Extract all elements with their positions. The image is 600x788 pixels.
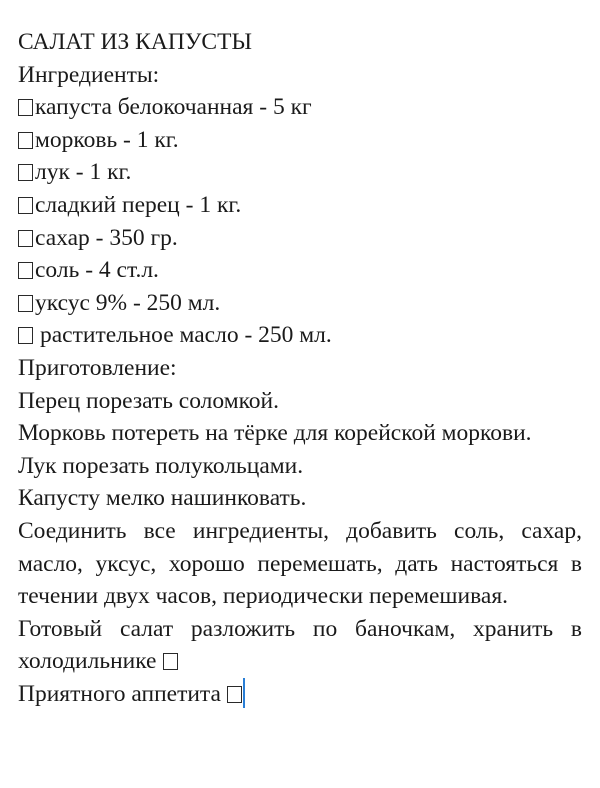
checkbox-icon bbox=[163, 653, 178, 670]
checkbox-icon bbox=[18, 197, 33, 214]
ingredient-item bbox=[18, 124, 582, 157]
ingredient-text: сахар - 350 гр. bbox=[35, 224, 178, 251]
ingredient-text: морковь - 1 кг. bbox=[35, 126, 179, 153]
ingredient-text: растительное масло - 250 мл. bbox=[40, 322, 332, 349]
step-paragraph-last bbox=[18, 613, 582, 678]
closing-text: Приятного аппетита bbox=[18, 680, 221, 707]
checkbox-icon bbox=[18, 132, 33, 149]
checkbox-icon bbox=[18, 295, 33, 312]
checkbox-icon bbox=[18, 262, 33, 279]
step-paragraph: Соединить все ингредиенты, добавить соль, сахар, масло, уксус, хорошо перемешать, дать настояться в течении двух часов, периодически перемешивая. bbox=[18, 517, 582, 610]
checkbox-icon bbox=[227, 686, 242, 703]
ingredient-text: капуста белокочанная - 5 кг bbox=[35, 94, 312, 121]
closing-line bbox=[18, 678, 582, 711]
ingredients-list bbox=[18, 91, 582, 352]
checkbox-icon bbox=[18, 327, 33, 344]
ingredient-text: уксус 9% - 250 мл. bbox=[35, 289, 221, 316]
text-cursor bbox=[243, 678, 245, 708]
preparation-heading: Приготовление: bbox=[18, 354, 177, 381]
document-body[interactable] bbox=[18, 26, 582, 710]
step-paragraph: Перец порезать соломкой. bbox=[18, 387, 279, 414]
preparation-steps bbox=[18, 385, 582, 678]
ingredient-item bbox=[18, 222, 582, 255]
ingredient-item bbox=[18, 91, 582, 124]
ingredient-text: сладкий перец - 1 кг. bbox=[35, 191, 242, 218]
recipe-title: САЛАТ ИЗ КАПУСТЫ bbox=[18, 29, 252, 55]
ingredient-item bbox=[18, 254, 582, 287]
step-text: Готовый салат разложить по баночкам, хранить в холодильнике bbox=[18, 615, 582, 675]
ingredient-text: соль - 4 ст.л. bbox=[35, 257, 159, 284]
ingredient-item bbox=[18, 287, 582, 320]
step-paragraph: Лук порезать полукольцами. bbox=[18, 452, 304, 479]
ingredient-item bbox=[18, 156, 582, 189]
checkbox-icon bbox=[18, 230, 33, 247]
ingredients-heading: Ингредиенты: bbox=[18, 61, 160, 88]
step-paragraph: Капусту мелко нашинковать. bbox=[18, 485, 307, 512]
step-paragraph: Морковь потереть на тёрке для корейской моркови. bbox=[18, 420, 532, 447]
ingredient-item bbox=[18, 319, 582, 352]
ingredient-text: лук - 1 кг. bbox=[35, 159, 132, 186]
checkbox-icon bbox=[18, 164, 33, 181]
ingredient-item bbox=[18, 189, 582, 222]
checkbox-icon bbox=[18, 99, 33, 116]
